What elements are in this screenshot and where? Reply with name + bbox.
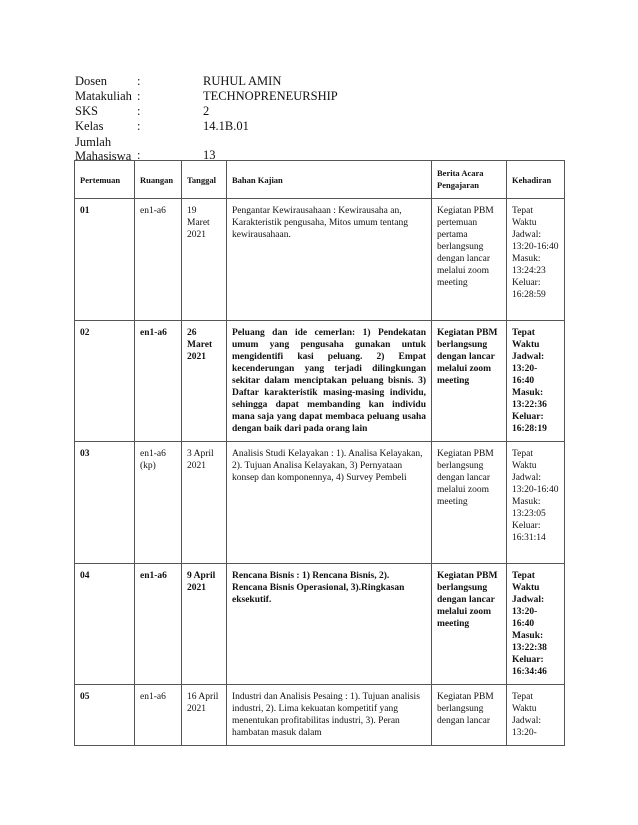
cell-tanggal: 16 April 2021 [182, 685, 227, 746]
cell-kehadiran: Tepat Waktu Jadwal: 13:20-16:40 Masuk: 13:24:23 Keluar: 16:28:59 [507, 199, 565, 321]
header-colon: : [137, 147, 141, 162]
header-row-kelas [75, 119, 338, 134]
cell-bahan-kajian: Rencana Bisnis : 1) Rencana Bisnis, 2). Rencana Bisnis Operasional, 3).Ringkasan eksekutif. [227, 564, 432, 685]
table-row [75, 685, 565, 746]
cell-tanggal: 26 Maret 2021 [182, 321, 227, 442]
cell-ruangan: en1-a6 [135, 321, 182, 442]
cell-kehadiran: Tepat Waktu Jadwal: 13:20- [507, 685, 565, 746]
course-header [75, 74, 338, 164]
cell-pertemuan: 05 [75, 685, 135, 746]
header-label: Kelas [75, 119, 104, 133]
cell-tanggal: 3 April 2021 [182, 442, 227, 564]
header-colon: : [137, 104, 141, 118]
column-header: Tanggal [182, 161, 227, 199]
header-value-kelas: 14.1B.01 [203, 119, 249, 133]
column-header: Kehadiran [507, 161, 565, 199]
header-colon: : [137, 74, 141, 88]
cell-ruangan: en1-a6 (kp) [135, 442, 182, 564]
header-colon: : [137, 119, 141, 133]
cell-kehadiran: Tepat Waktu Jadwal: 13:20-16:40 Masuk: 13:22:36 Keluar: 16:28:19 [507, 321, 565, 442]
cell-bahan-kajian: Analisis Studi Kelayakan : 1). Analisa Kelayakan, 2). Tujuan Analisa Kelayakan, 3) Pernyataan konsep dan komponennya, 4) Survey Pembeli [227, 442, 432, 564]
attendance-table [74, 160, 565, 746]
cell-berita-acara: Kegiatan PBM berlangsung dengan lancar melalui zoom meeting [432, 564, 507, 685]
header-row-dosen [75, 74, 338, 89]
table-row [75, 199, 565, 321]
header-row-sks [75, 104, 338, 119]
column-header: Berita Acara Pengajaran [432, 161, 507, 199]
cell-tanggal: 9 April 2021 [182, 564, 227, 685]
cell-berita-acara: Kegiatan PBM berlangsung dengan lancar melalui zoom meeting [432, 442, 507, 564]
cell-bahan-kajian: Pengantar Kewirausahaan : Kewirausaha an, Karakteristik pengusaha, Mitos umum tentang kewirausahaan. [227, 199, 432, 321]
header-label: Dosen [75, 74, 107, 88]
column-header: Ruangan [135, 161, 182, 199]
table-row [75, 564, 565, 685]
cell-kehadiran: Tepat Waktu Jadwal: 13:20-16:40 Masuk: 13:22:38 Keluar: 16:34:46 [507, 564, 565, 685]
cell-berita-acara: Kegiatan PBM berlangsung dengan lancar [432, 685, 507, 746]
cell-pertemuan: 02 [75, 321, 135, 442]
cell-kehadiran: Tepat Waktu Jadwal: 13:20-16:40 Masuk: 13:23:05 Keluar: 16:31:14 [507, 442, 565, 564]
header-label: Jumlah Mahasiswa [75, 135, 132, 163]
table-row [75, 442, 565, 564]
cell-berita-acara: Kegiatan PBM berlangsung dengan lancar melalui zoom meeting [432, 321, 507, 442]
table-header-row [75, 161, 565, 199]
column-header: Bahan Kajian [227, 161, 432, 199]
header-value-dosen: RUHUL AMIN [203, 74, 282, 88]
header-value-sks: 2 [203, 104, 210, 118]
column-header: Pertemuan [75, 161, 135, 199]
header-label: SKS [75, 104, 98, 118]
cell-bahan-kajian: Industri dan Analisis Pesaing : 1). Tujuan analisis industri, 2). Lima kekuatan kompetitif yang menentukan profitabilitas industri, 3). Peran hambatan masuk dalam [227, 685, 432, 746]
cell-tanggal: 19 Maret 2021 [182, 199, 227, 321]
cell-ruangan: en1-a6 [135, 564, 182, 685]
cell-ruangan: en1-a6 [135, 685, 182, 746]
cell-pertemuan: 04 [75, 564, 135, 685]
header-value-jumlah: 13 [203, 147, 216, 162]
table-row [75, 321, 565, 442]
cell-berita-acara: Kegiatan PBM pertemuan pertama berlangsung dengan lancar melalui zoom meeting [432, 199, 507, 321]
header-colon: : [137, 89, 141, 103]
header-value-matakuliah: TECHNOPRENEURSHIP [203, 89, 338, 103]
cell-bahan-kajian: Peluang dan ide cemerlan: 1) Pendekatan umum yang pengusaha gunakan untuk mengidentifi kasi peluang. 2) Empat kecenderungan yang terjadi dilingkungan sekitar dalam menciptakan peluang bisnis. 3) Daftar karakteristik masing-masing individu, sehingga dapat membanding kan individu mana saja yang dapat membaca peluang usaha dengan baik dari pada orang lain [227, 321, 432, 442]
cell-ruangan: en1-a6 [135, 199, 182, 321]
cell-pertemuan: 03 [75, 442, 135, 564]
cell-pertemuan: 01 [75, 199, 135, 321]
header-row-matakuliah [75, 89, 338, 104]
header-label: Matakuliah [75, 89, 132, 103]
